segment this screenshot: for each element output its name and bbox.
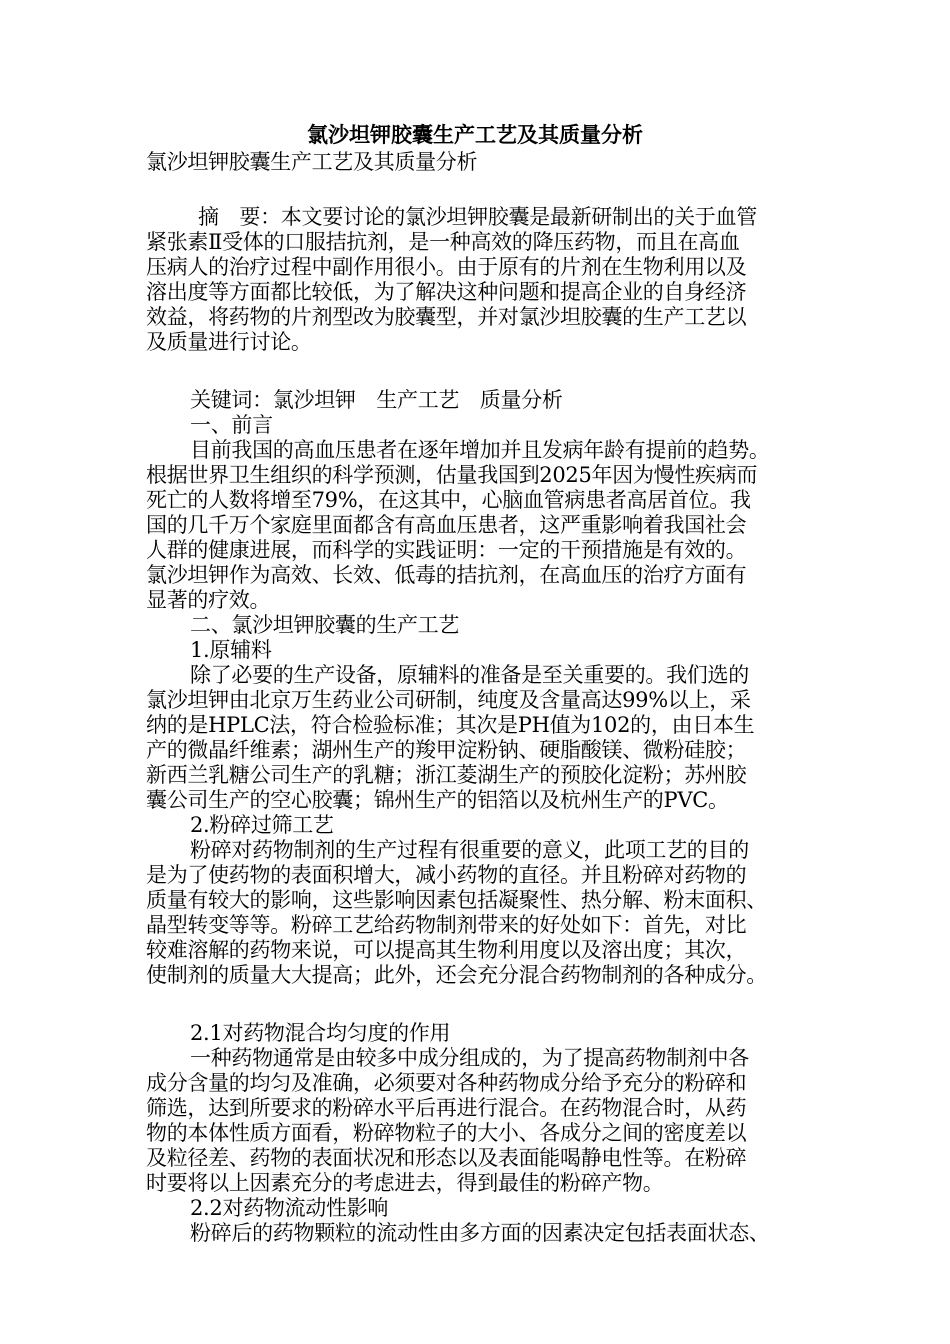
document-subtitle: 氯沙坦钾胶囊生产工艺及其质量分析: [146, 150, 478, 174]
spacer: [146, 1013, 806, 1021]
abstract-line: 效益，将药物的片剂型改为胶囊型，并对氯沙坦胶囊的生产工艺以: [146, 305, 747, 329]
paragraph-line: 纳的是HPLC法，符合检验标准；其次是PH值为102的，由日本生: [146, 713, 755, 737]
paragraph-line: 及粒径差、药物的表面状况和形态以及表面能喝静电性等。在粉碎: [146, 1146, 747, 1170]
section1-paragraph: [146, 438, 806, 613]
paragraph-line: 时要将以上因素充分的考虑进去，得到最佳的粉碎产物。: [146, 1171, 664, 1195]
abstract-paragraph: [146, 205, 806, 355]
abstract-line: 及质量进行讨论。: [146, 330, 312, 354]
paragraph-line: 死亡的人数将增至79%，在这其中，心脑血管病患者高居首位。我: [146, 488, 751, 512]
paragraph-line: 国的几千万个家庭里面都含有高血压患者，这严重影响着我国社会: [146, 513, 747, 537]
paragraph-line: 物的本体性质方面看，粉碎物粒子的大小、各成分之间的密度差以: [146, 1121, 747, 1145]
paragraph-line: 粉碎后的药物颗粒的流动性由多方面的因素决定包括表面状态、: [190, 1221, 770, 1245]
paragraph-line: 产的微晶纤维素；湖州生产的羧甲淀粉钠、硬脂酸镁、微粉硅胶；: [146, 738, 747, 762]
abstract-line: 紧张素Ⅱ受体的口服拮抗剂，是一种高效的降压药物，而且在高血: [146, 230, 740, 254]
spacer: [146, 175, 806, 205]
paragraph-line: 囊公司生产的空心胶囊；锦州生产的铝箔以及杭州生产的PVC。: [146, 788, 729, 812]
sub2-paragraph: [146, 838, 806, 988]
paragraph-line: 是为了使药物的表面积增大，减小药物的直径。并且粉碎对药物的: [146, 863, 747, 887]
paragraph-line: 使制剂的质量大大提高；此外，还会充分混合药物制剂的各种成分。: [146, 963, 767, 987]
paragraph-line: 人群的健康进展，而科学的实践证明：一定的干预措施是有效的。: [146, 538, 747, 562]
sub1-paragraph: [146, 663, 806, 813]
section-heading: 二、氯沙坦钾胶囊的生产工艺: [190, 613, 460, 637]
paragraph-line: 目前我国的高血压患者在逐年增加并且发病年龄有提前的趋势。: [190, 438, 770, 462]
paragraph-line: 粉碎对药物制剂的生产过程有很重要的意义，此项工艺的目的: [190, 838, 749, 862]
subsection-heading: 2.2对药物流动性影响: [190, 1196, 389, 1220]
keywords-line: 关键词：氯沙坦钾 生产工艺 质量分析: [190, 388, 563, 412]
abstract-line: 摘 要：本文要讨论的氯沙坦钾胶囊是最新研制出的关于血管: [198, 205, 757, 229]
sub21-paragraph: [146, 1046, 806, 1196]
subsection-heading: 2.1对药物混合均匀度的作用: [190, 1021, 451, 1045]
paragraph-line: 成分含量的均匀及准确，必须要对各种药物成分给予充分的粉碎和: [146, 1071, 747, 1095]
paragraph-line: 氯沙坦钾作为高效、长效、低毒的拮抗剂，在高血压的治疗方面有: [146, 563, 747, 587]
paragraph-line: 晶型转变等等。粉碎工艺给药物制剂带来的好处如下：首先，对比: [146, 913, 747, 937]
paragraph-line: 较难溶解的药物来说，可以提高其生物利用度以及溶出度；其次，: [146, 938, 747, 962]
section-heading: 一、前言: [190, 413, 273, 437]
document-body: [146, 150, 806, 1246]
paragraph-line: 氯沙坦钾由北京万生药业公司研制，纯度及含量高达99%以上，采: [146, 688, 751, 712]
spacer: [146, 380, 806, 388]
abstract-line: 溶出度等方面都比较低，为了解决这种问题和提高企业的自身经济: [146, 280, 747, 304]
spacer: [146, 355, 806, 380]
paragraph-line: 除了必要的生产设备，原辅料的准备是至关重要的。我们选的: [190, 663, 749, 687]
paragraph-line: 质量有较大的影响，这些影响因素包括凝聚性、热分解、粉末面积、: [146, 888, 767, 912]
paragraph-line: 筛选，达到所要求的粉碎水平后再进行混合。在药物混合时，从药: [146, 1096, 747, 1120]
abstract-line: 压病人的治疗过程中副作用很小。由于原有的片剂在生物利用以及: [146, 255, 747, 279]
paragraph-line: 显著的疗效。: [146, 588, 271, 612]
paragraph-line: 根据世界卫生组织的科学预测，估量我国到2025年因为慢性疾病而: [146, 463, 758, 487]
sub22-paragraph: [146, 1221, 806, 1246]
subsection-heading: 2.粉碎过筛工艺: [190, 813, 334, 837]
subsection-heading: 1.原辅料: [190, 638, 272, 662]
document-title: 氯沙坦钾胶囊生产工艺及其质量分析: [307, 122, 643, 147]
spacer: [146, 988, 806, 1013]
paragraph-line: 一种药物通常是由较多中成分组成的，为了提高药物制剂中各: [190, 1046, 749, 1070]
paragraph-line: 新西兰乳糖公司生产的乳糖；浙江菱湖生产的预胶化淀粉；苏州胶: [146, 763, 747, 787]
